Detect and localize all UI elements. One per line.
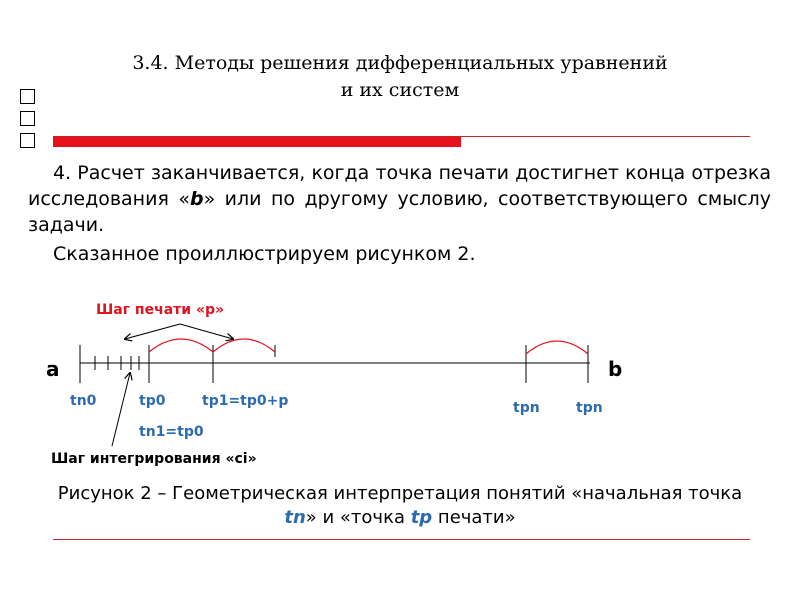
caption-part-1: Рисунок 2 – Геометрическая интерпретация понятий «начальная точка <box>57 483 743 504</box>
label-a: a <box>46 357 60 381</box>
print-step-arc <box>213 339 275 352</box>
integration-step-arrow <box>112 373 130 446</box>
print-step-arc <box>149 339 213 352</box>
paragraph-text-start: 4. Расчет заканчивается, когда точка печати достигнет конца отрезка исследования « <box>28 162 771 210</box>
bottom-rule <box>53 539 750 540</box>
label-b: b <box>608 357 623 381</box>
caption-part-3: печати» <box>432 507 516 528</box>
label-tn0: tn0 <box>70 393 97 409</box>
label-tp1: tp1=tp0+p <box>202 393 289 409</box>
print-step-arrow <box>125 324 180 339</box>
print-step-arrow <box>180 324 233 339</box>
figure-caption <box>40 482 760 530</box>
label-tp0: tp0 <box>139 393 166 409</box>
title-line-1: 3.4. Методы решения дифференциальных уравнений <box>132 52 668 74</box>
caption-tn: tn <box>284 507 306 528</box>
print-step-arc <box>526 341 588 354</box>
title-line-2: и их систем <box>340 79 460 101</box>
label-tpn-1: tpn <box>513 400 540 416</box>
label-tn1: tn1=tp0 <box>139 424 204 440</box>
integration-step-label: Шаг интегрирования «ci» <box>51 451 257 467</box>
caption-tp: tp <box>410 507 433 528</box>
paragraph-var-b: b <box>189 188 204 210</box>
body-paragraph-2: Сказанное проиллюстрируем рисунком 2. <box>53 243 476 265</box>
label-tpn-2: tpn <box>576 400 603 416</box>
paragraph-text-end: » или по другому условию, соответствующего смыслу задачи. <box>28 188 771 236</box>
print-step-label: Шаг печати «p» <box>96 302 225 318</box>
caption-part-2: » и «точка <box>305 507 411 528</box>
